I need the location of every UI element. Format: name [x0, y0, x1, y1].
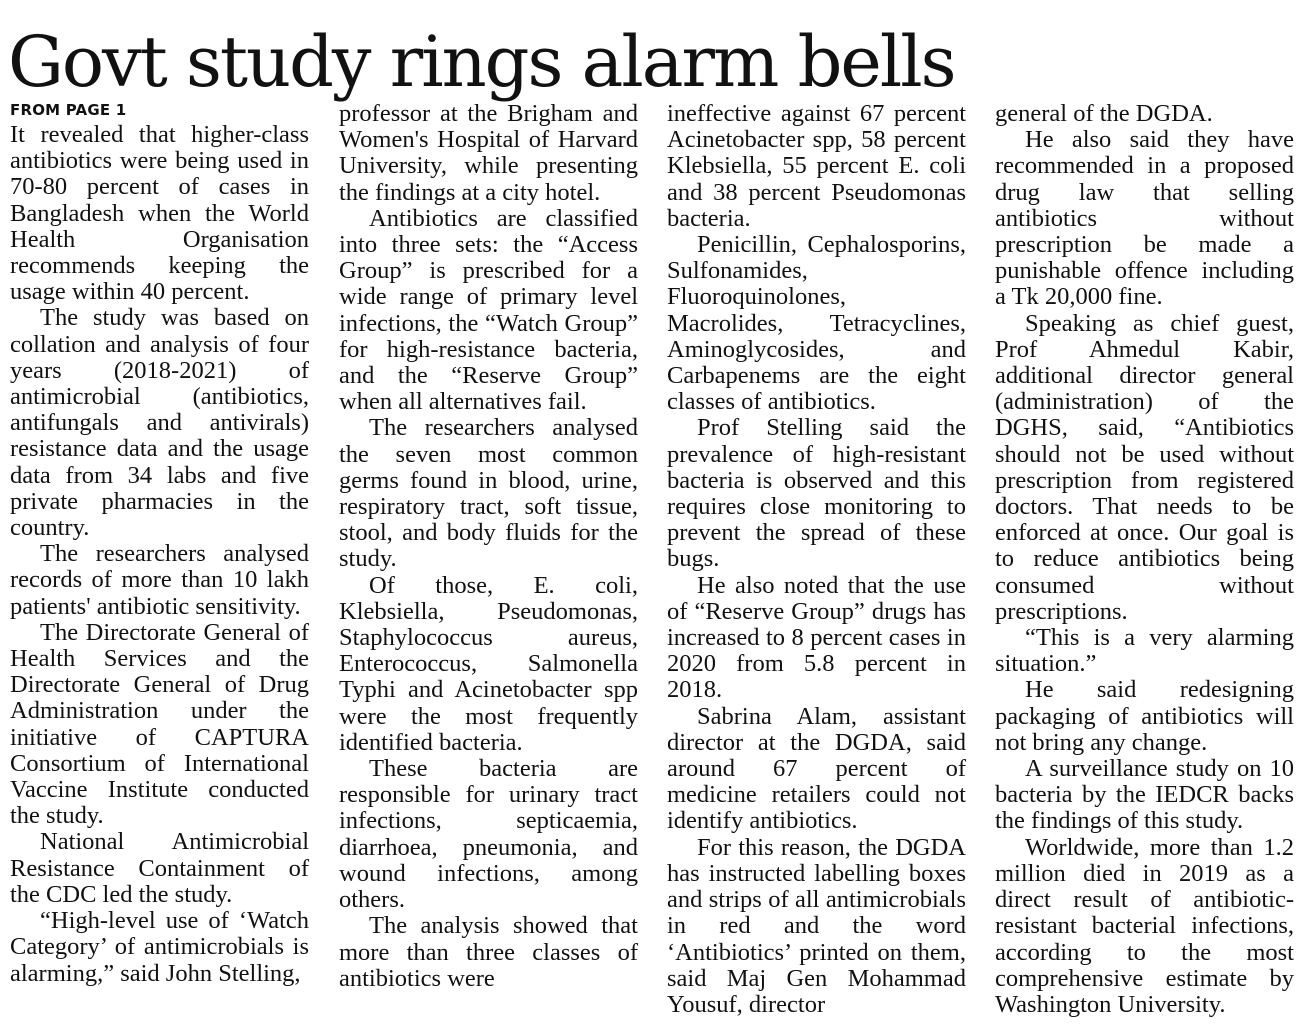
- paragraph: The study was based on collation and analysis of four years (2018-2021) of antimicrobial (antibiotics, antifungals and antivirals) resistance data and the usage data from 34 labs and five private pharmacies in the country.: [10, 304, 309, 542]
- paragraph: Of those, E. coli, Klebsiella, Pseudomonas, Staphylococcus aureus, Enterococcus, Salmonella Typhi and Acinetobacter spp were the most frequently identified bacteria.: [339, 571, 638, 756]
- paragraph: Penicillin, Cephalosporins, Sulfonamides, Fluoroquinolones, Macrolides, Tetracyclines, Aminoglycosides, and Carbapenems are the eight classes of antibiotics.: [667, 231, 966, 416]
- paragraph: The analysis showed that more than three classes of antibiotics were: [339, 912, 638, 992]
- paragraph: Worldwide, more than 1.2 million died in 2019 as a direct result of antibiotic-resistant bacterial infections, according to the most comprehensive estimate by Washington University.: [995, 833, 1294, 1018]
- headline: Govt study rings alarm bells: [8, 21, 955, 103]
- paragraph: He said redesigning packaging of antibiotics will not bring any change.: [995, 676, 1294, 756]
- paragraph: Speaking as chief guest, Prof Ahmedul Kabir, additional director general (administration) of the DGHS, said, “Antibiotics should not be used without prescription from registered doctors. That needs to be enforced at once. Our goal is to reduce antibiotics being consumed without prescriptions.: [995, 309, 1294, 625]
- continuation-kicker: FROM PAGE 1: [10, 101, 127, 119]
- paragraph: He also said they have recommended in a proposed drug law that selling antibiotics without prescription be made a punishable offence including a Tk 20,000 fine.: [995, 126, 1294, 311]
- paragraph: Antibiotics are classified into three sets: the “Access Group” is prescribed for a wide range of primary level infections, the “Watch Group” for high-resistance bacteria, and the “Reserve Group” when all alternatives fail.: [339, 204, 638, 416]
- paragraph: He also noted that the use of “Reserve Group” drugs has increased to 8 percent cases in 2020 from 5.8 percent in 2018.: [667, 571, 966, 704]
- paragraph: National Antimicrobial Resistance Containment of the CDC led the study.: [10, 828, 309, 908]
- article-column-3: [667, 101, 966, 1018]
- paragraph: The Directorate General of Health Services and the Directorate General of Drug Administration under the initiative of CAPTURA Consortium of International Vaccine Institute conducted the study.: [10, 618, 309, 830]
- paragraph-continued: ineffective against 67 percent Acinetobacter spp, 58 percent Klebsiella, 55 percent E. coli and 38 percent Pseudomonas bacteria.: [667, 100, 966, 232]
- paragraph: It revealed that higher-class antibiotics were being used in 70-80 percent of cases in Bangladesh when the World Health Organisation recommends keeping the usage within 40 percent.: [10, 121, 309, 306]
- paragraph-continued: professor at the Brigham and Women's Hospital of Harvard University, while presenting the findings at a city hotel.: [339, 100, 638, 206]
- paragraph: Prof Stelling said the prevalence of high-resistant bacteria is observed and this requires close monitoring to prevent the spread of these bugs.: [667, 414, 966, 573]
- paragraph: These bacteria are responsible for urinary tract infections, septicaemia, diarrhoea, pneumonia, and wound infections, among others.: [339, 755, 638, 914]
- paragraph-continued: general of the DGDA.: [995, 100, 1213, 127]
- article-column-4: [995, 101, 1294, 1018]
- paragraph: The researchers analysed the seven most common germs found in blood, urine, respiratory tract, soft tissue, stool, and body fluids for the study.: [339, 414, 638, 573]
- paragraph: The researchers analysed records of more than 10 lakh patients' antibiotic sensitivity.: [10, 540, 309, 620]
- paragraph: A surveillance study on 10 bacteria by the IEDCR backs the findings of this study.: [995, 755, 1294, 835]
- paragraph: For this reason, the DGDA has instructed labelling boxes and strips of all antimicrobials in red and the word ‘Antibiotics’ printed on them, said Maj Gen Mohammad Yousuf, director: [667, 833, 966, 1018]
- article-column-1: [10, 122, 309, 987]
- paragraph: “This is a very alarming situation.”: [995, 624, 1294, 678]
- article-column-2: [339, 101, 638, 992]
- paragraph: Sabrina Alam, assistant director at the DGDA, said around 67 percent of medicine retailers could not identify antibiotics.: [667, 702, 966, 835]
- paragraph: “High-level use of ‘Watch Category’ of antimicrobials is alarming,” said John Stelling,: [10, 907, 309, 987]
